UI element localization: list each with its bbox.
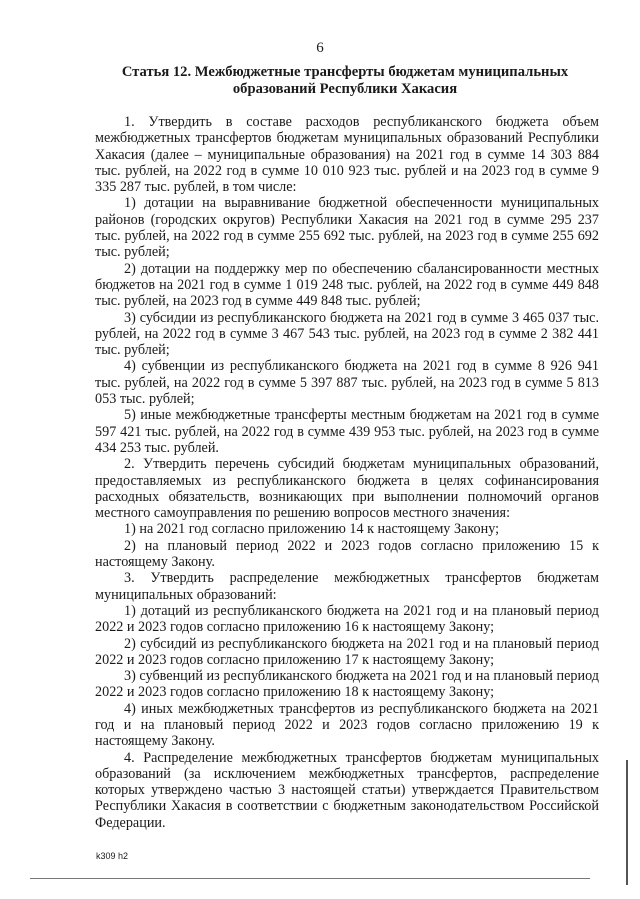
- paragraph-item-1-3: 3) субсидии из республиканского бюджета на 2021 год в сумме 3 465 037 тыс. рублей, на 2022 год в сумме 3 467 543 тыс. рублей, на 2023 год в сумме 2 382 441 тыс. рублей;: [95, 309, 599, 359]
- paragraph-item-1-4: 4) субвенции из республиканского бюджета на 2021 год в сумме 8 926 941 тыс. рублей, на 2022 год в сумме 5 397 887 тыс. рублей, на 2023 год в сумме 5 813 053 тыс. рублей;: [95, 358, 599, 408]
- footer-document-code: k309 h2: [96, 851, 129, 861]
- paragraph-item-2-2: 2) на плановый период 2022 и 2023 годов согласно приложению 15 к настоящему Закону.: [95, 537, 599, 571]
- paragraph-part-3: 3. Утвердить распределение межбюджетных трансфертов бюджетам муниципальных образований:: [95, 570, 599, 603]
- article-title: [95, 64, 595, 98]
- paragraph-item-3-1: 1) дотаций из республиканского бюджета на 2021 год и на плановый период 2022 и 2023 годов согласно приложению 16 к настоящему Закону;: [95, 602, 599, 636]
- paragraph-item-1-2: 2) дотации на поддержку мер по обеспечению сбалансированности местных бюджетов на 2021 год в сумме 1 019 248 тыс. рублей, на 2022 год в сумме 449 848 тыс. рублей, на 2023 год в сумме 449 848 тыс. рублей;: [95, 260, 599, 310]
- paragraph-item-2-1: 1) на 2021 год согласно приложению 14 к настоящему Закону;: [124, 521, 500, 538]
- scan-right-edge-mark: [626, 760, 628, 885]
- scan-bottom-edge-line: [30, 878, 590, 879]
- article-title-line-1: Статья 12. Межбюджетные трансферты бюджетам муниципальных: [121, 64, 569, 80]
- paragraph-part-1: 1. Утвердить в составе расходов республиканского бюджета объем межбюджетных трансфертов бюджетам муниципальных образований Республики Хакасия (далее – муниципальные образования) на 2021 год в сумме 14 303 884 тыс. рублей, на 2022 год в сумме 10 010 923 тыс. рублей и на 2023 год в сумме 9 335 287 тыс. рублей, в том числе:: [95, 114, 599, 196]
- paragraph-item-1-5: 5) иные межбюджетные трансферты местным бюджетам на 2021 год в сумме 597 421 тыс. рублей, на 2022 год в сумме 439 953 тыс. рублей, на 2023 год в сумме 434 253 тыс. рублей.: [95, 407, 599, 456]
- paragraph-part-4: 4. Распределение межбюджетных трансфертов бюджетам муниципальных образований (за исключением межбюджетных трансфертов, распределение которых утверждено частью 3 настоящей статьи) утверждается Правительством Республики Хакасия в соответствии с бюджетным законодательством Российской Федерации.: [95, 749, 599, 831]
- page-number: 6: [316, 40, 324, 56]
- paragraph-item-3-4: 4) иных межбюджетных трансфертов из республиканского бюджета на 2021 год и на плановый период 2022 и 2023 годов согласно приложению 19 к настоящему Закону.: [95, 700, 599, 750]
- article-title-line-2: образований Республики Хакасия: [232, 81, 458, 97]
- paragraph-item-3-3: 3) субвенций из республиканского бюджета на 2021 год и на плановый период 2022 и 2023 годов согласно приложению 18 к настоящему Закону;: [95, 668, 599, 701]
- paragraph-item-1-1: 1) дотации на выравнивание бюджетной обеспеченности муниципальных районов (городских округов) Республики Хакасия на 2021 год в сумме 295 237 тыс. рублей, на 2022 год в сумме 255 692 тыс. рублей, на 2023 год в сумме 255 692 тыс. рублей;: [95, 195, 599, 261]
- article-body: [95, 114, 599, 831]
- paragraph-part-2: 2. Утвердить перечень субсидий бюджетам муниципальных образований, предоставляемых из республиканского бюджета в целях софинансирования расходных обязательств, возникающих при выполнении полномочий органов местного самоуправления по решению вопросов местного значения:: [95, 456, 599, 522]
- paragraph-item-3-2: 2) субсидий из республиканского бюджета на 2021 год и на плановый период 2022 и 2023 годов согласно приложению 17 к настоящему Закону;: [95, 635, 599, 668]
